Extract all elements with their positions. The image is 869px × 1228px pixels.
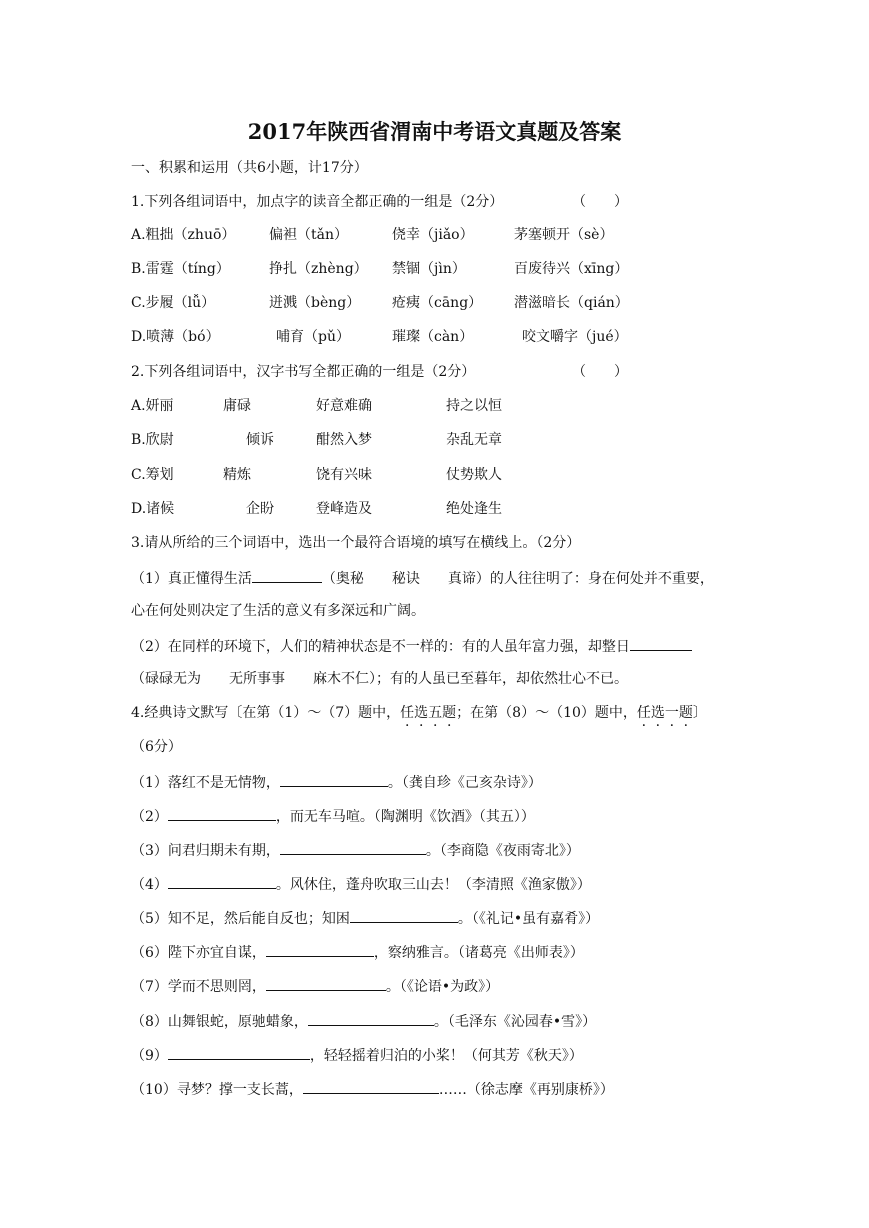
option-d-word-3: 璀璨（càn） <box>392 329 474 345</box>
item-text: （8）山舞银蛇，原驰蜡象， <box>131 1014 308 1030</box>
poem-item-5 <box>131 907 599 929</box>
poem-item-7 <box>131 975 499 997</box>
option-c-word-1: C.步履（lǚ） <box>131 295 216 311</box>
option-d-word-2: 哺育（pǔ） <box>276 329 350 345</box>
option-a-word-1: A.妍丽 <box>131 398 174 414</box>
option-c-word-3: 饶有兴味 <box>316 467 372 483</box>
option-a-word-4: 持之以恒 <box>446 398 502 414</box>
question-3-part-2 <box>131 635 692 657</box>
answer-blank[interactable] <box>303 1078 439 1094</box>
option-d-word-4: 绝处逢生 <box>446 501 502 517</box>
option-b-word-4: 杂乱无章 <box>446 432 502 448</box>
option-b-word-1: B.雷霆（tíng） <box>131 261 230 277</box>
option-a-word-3: 侥幸（jiǎo） <box>392 227 474 243</box>
poem-item-6 <box>131 941 584 963</box>
answer-blank[interactable] <box>168 873 276 889</box>
option-b-word-1: B.欣尉 <box>131 432 174 448</box>
item-text: ，轻轻摇着归泊的小桨！（何其芳《秋天》） <box>309 1048 583 1064</box>
item-text: 。（李商隐《夜雨寄北》） <box>425 843 580 859</box>
question-3-stem: 3.请从所给的三个词语中，选出一个最符合语境的填写在横线上。（2分） <box>131 535 581 551</box>
question-2-stem: 2.下列各组词语中，汉字书写全都正确的一组是（2分） <box>131 364 476 380</box>
poem-item-3 <box>131 839 580 861</box>
answer-blank[interactable] <box>266 941 374 957</box>
poem-item-4 <box>131 873 591 895</box>
answer-blank[interactable] <box>168 805 276 821</box>
option-c-word-2: 精炼 <box>223 467 251 483</box>
emphasized-text: 任选一题 <box>636 705 693 721</box>
poem-item-1 <box>131 771 542 793</box>
option-d-word-1: D.诸候 <box>131 501 175 517</box>
option-a-word-2: 庸碌 <box>223 398 251 414</box>
answer-blank[interactable] <box>168 1044 310 1060</box>
item-text: （7）学而不思则罔， <box>131 979 266 995</box>
answer-blank[interactable] <box>266 975 386 991</box>
option-b-word-3: 禁锢（jìn） <box>392 261 466 277</box>
text-segment: ；在第（8）～（10）题中， <box>456 705 637 721</box>
section-heading: 一、积累和运用（共6小题，计17分） <box>131 160 368 176</box>
poem-item-9 <box>131 1044 583 1066</box>
option-b-word-2: 挣扎（zhèng） <box>269 261 368 277</box>
item-text: （1）落红不是无情物， <box>131 775 280 791</box>
question-4-score: （6分） <box>131 739 182 755</box>
item-text: ，而无车马喧。（陶渊明《饮酒》（其五）） <box>275 809 535 825</box>
question-3-part-1 <box>131 567 714 589</box>
question-3-part-1-cont: 心在何处则决定了生活的意义有多深远和广阔。 <box>131 603 425 619</box>
answer-blank[interactable] <box>280 771 388 787</box>
item-text: 。（龚自珍《己亥杂诗》） <box>387 775 542 791</box>
item-text: ……（徐志摩《再别康桥》） <box>438 1082 614 1098</box>
item-text: 。（毛泽东《沁园春•雪》） <box>433 1014 597 1030</box>
item-text: 。（《论语•为政》） <box>385 979 500 995</box>
item-text: 。（《礼记•虽有嘉肴》） <box>457 911 600 927</box>
option-d-word-4: 咬文嚼字（jué） <box>522 329 628 345</box>
answer-blank[interactable] <box>630 635 692 651</box>
option-c-word-3: 疮痍（cāng） <box>392 295 483 311</box>
item-text: （3）问君归期未有期， <box>131 843 280 859</box>
poem-item-2 <box>131 805 535 827</box>
answer-blank[interactable] <box>252 567 322 583</box>
option-b-word-2: 倾诉 <box>246 432 274 448</box>
option-b-word-3: 酣然入梦 <box>316 432 372 448</box>
option-c-word-4: 潜滋暗长（qián） <box>514 295 629 311</box>
option-c-word-2: 迸溅（bèng） <box>269 295 361 311</box>
option-a-word-2: 偏袒（tǎn） <box>269 227 348 243</box>
option-a-word-1: A.粗拙（zhuō） <box>131 227 236 243</box>
answer-bracket: （ ） <box>572 194 628 210</box>
answer-blank[interactable] <box>350 907 458 923</box>
item-text: （6）陛下亦宜自谋， <box>131 945 266 961</box>
text-segment: 4.经典诗文默写〔在第（1）～（7）题中， <box>131 705 401 721</box>
item-text: （9） <box>131 1048 168 1064</box>
text-segment: （2）在同样的环境下，人们的精神状态是不一样的：有的人虽年富力强，却整日 <box>131 639 630 655</box>
option-a-word-4: 茅塞顿开（sè） <box>514 227 614 243</box>
item-text: ，察纳雅言。（诸葛亮《出师表》） <box>373 945 584 961</box>
option-d-word-3: 登峰造及 <box>316 501 372 517</box>
answer-blank[interactable] <box>280 839 426 855</box>
document-title: 2017年陕西省渭南中考语文真题及答案 <box>247 119 622 144</box>
answer-blank[interactable] <box>308 1010 434 1026</box>
option-d-word-1: D.喷薄（bó） <box>131 329 220 345</box>
item-text: （10）寻梦？撑一支长蒿， <box>131 1082 303 1098</box>
question-3-part-2-cont: （碌碌无为 无所事事 麻木不仁）；有的人虽已至暮年，却依然壮心不已。 <box>131 671 628 687</box>
item-text: 。风休住，蓬舟吹取三山去！（李清照《渔家傲》） <box>275 877 591 893</box>
item-text: （2） <box>131 809 168 825</box>
question-1-stem: 1.下列各组词语中，加点字的读音全都正确的一组是（2分） <box>131 194 504 210</box>
option-c-word-4: 仗势欺人 <box>446 467 502 483</box>
emphasized-text: 任选五题 <box>400 705 457 721</box>
option-d-word-2: 企盼 <box>246 501 274 517</box>
option-b-word-4: 百废待兴（xīng） <box>514 261 629 277</box>
item-text: （5）知不足，然后能自反也；知困 <box>131 911 350 927</box>
text-segment: （1）真正懂得生活 <box>131 571 252 587</box>
text-segment: （奥秘 秘诀 真谛）的人往往明了：身在何处并不重要， <box>321 571 714 587</box>
text-segment: 〕 <box>692 705 707 721</box>
option-c-word-1: C.筹划 <box>131 467 174 483</box>
question-4-stem <box>131 703 707 723</box>
poem-item-8 <box>131 1010 596 1032</box>
option-a-word-3: 好意难确 <box>316 398 372 414</box>
item-text: （4） <box>131 877 168 893</box>
answer-bracket: （ ） <box>572 364 628 380</box>
poem-item-10 <box>131 1078 614 1100</box>
